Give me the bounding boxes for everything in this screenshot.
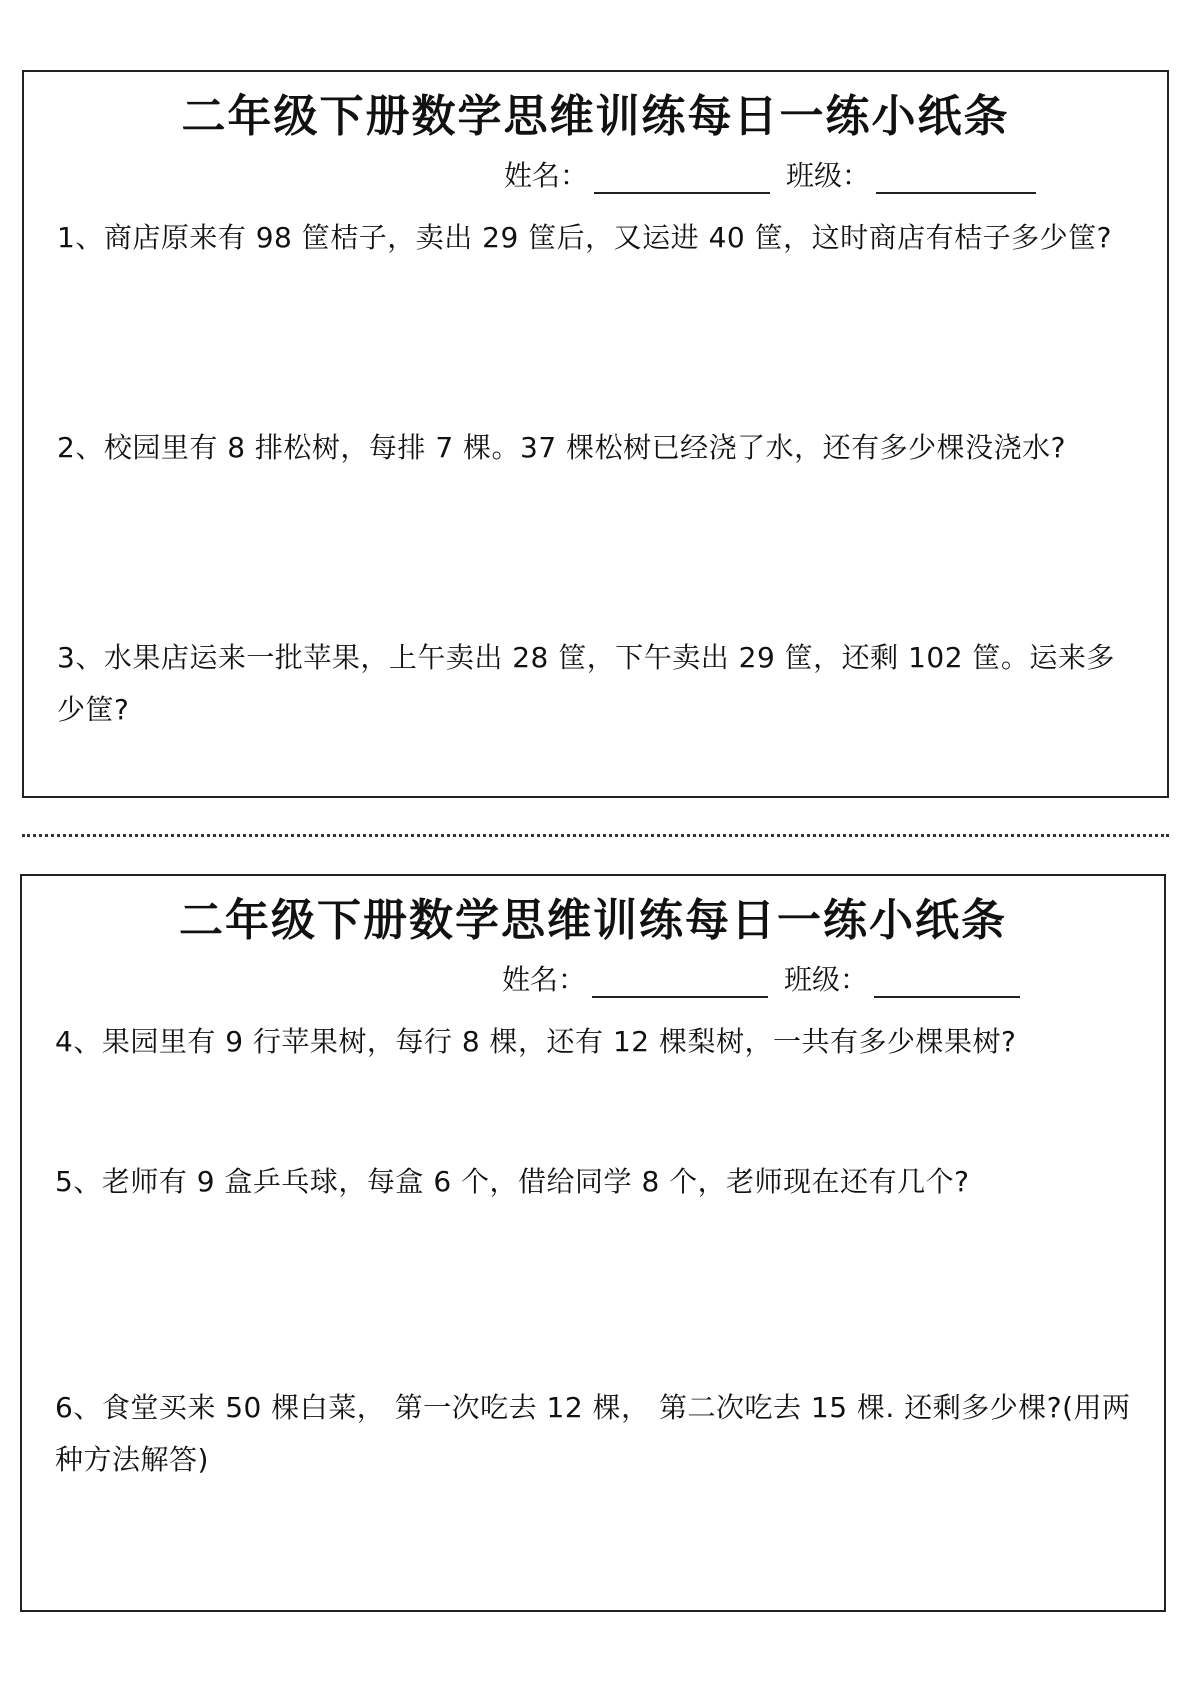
- name-class-row: [504, 158, 1036, 194]
- class-blank-line: [876, 162, 1036, 194]
- question-5: 5、老师有 9 盒乒乓球，每盒 6 个，借给同学 8 个，老师现在还有几个?: [55, 1165, 970, 1198]
- name-blank-line: [594, 162, 770, 194]
- question-2: 2、校园里有 8 排松树，每排 7 棵。37 棵松树已经浇了水，还有多少棵没浇水?: [57, 431, 1066, 464]
- worksheet-card-1: [22, 70, 1169, 798]
- worksheet-card-2: [20, 874, 1166, 1612]
- name-label: 姓名：: [504, 159, 589, 192]
- class-label: 班级：: [784, 963, 869, 996]
- name-class-row: [502, 962, 1020, 998]
- worksheet-title: 二年级下册数学思维训练每日一练小纸条: [179, 895, 1007, 946]
- question-3: 3、水果店运来一批苹果，上午卖出 28 筐，下午卖出 29 筐，还剩 102 筐。运来多少筐?: [57, 641, 1115, 726]
- worksheet-title: 二年级下册数学思维训练每日一练小纸条: [181, 91, 1010, 142]
- question-6: 6、食堂买来 50 棵白菜， 第一次吃去 12 棵， 第二次吃去 15 棵. 还剩多少棵?(用两种方法解答): [55, 1391, 1131, 1476]
- class-blank-line: [874, 966, 1020, 998]
- question-4: 4、果园里有 9 行苹果树，每行 8 棵，还有 12 棵梨树，一共有多少棵果树?: [55, 1025, 1017, 1058]
- name-label: 姓名：: [502, 963, 587, 996]
- class-label: 班级：: [786, 159, 871, 192]
- name-blank-line: [592, 966, 768, 998]
- question-1: 1、商店原来有 98 筐桔子，卖出 29 筐后，又运进 40 筐，这时商店有桔子多少筐?: [57, 221, 1112, 254]
- dotted-cut-line: [22, 834, 1169, 837]
